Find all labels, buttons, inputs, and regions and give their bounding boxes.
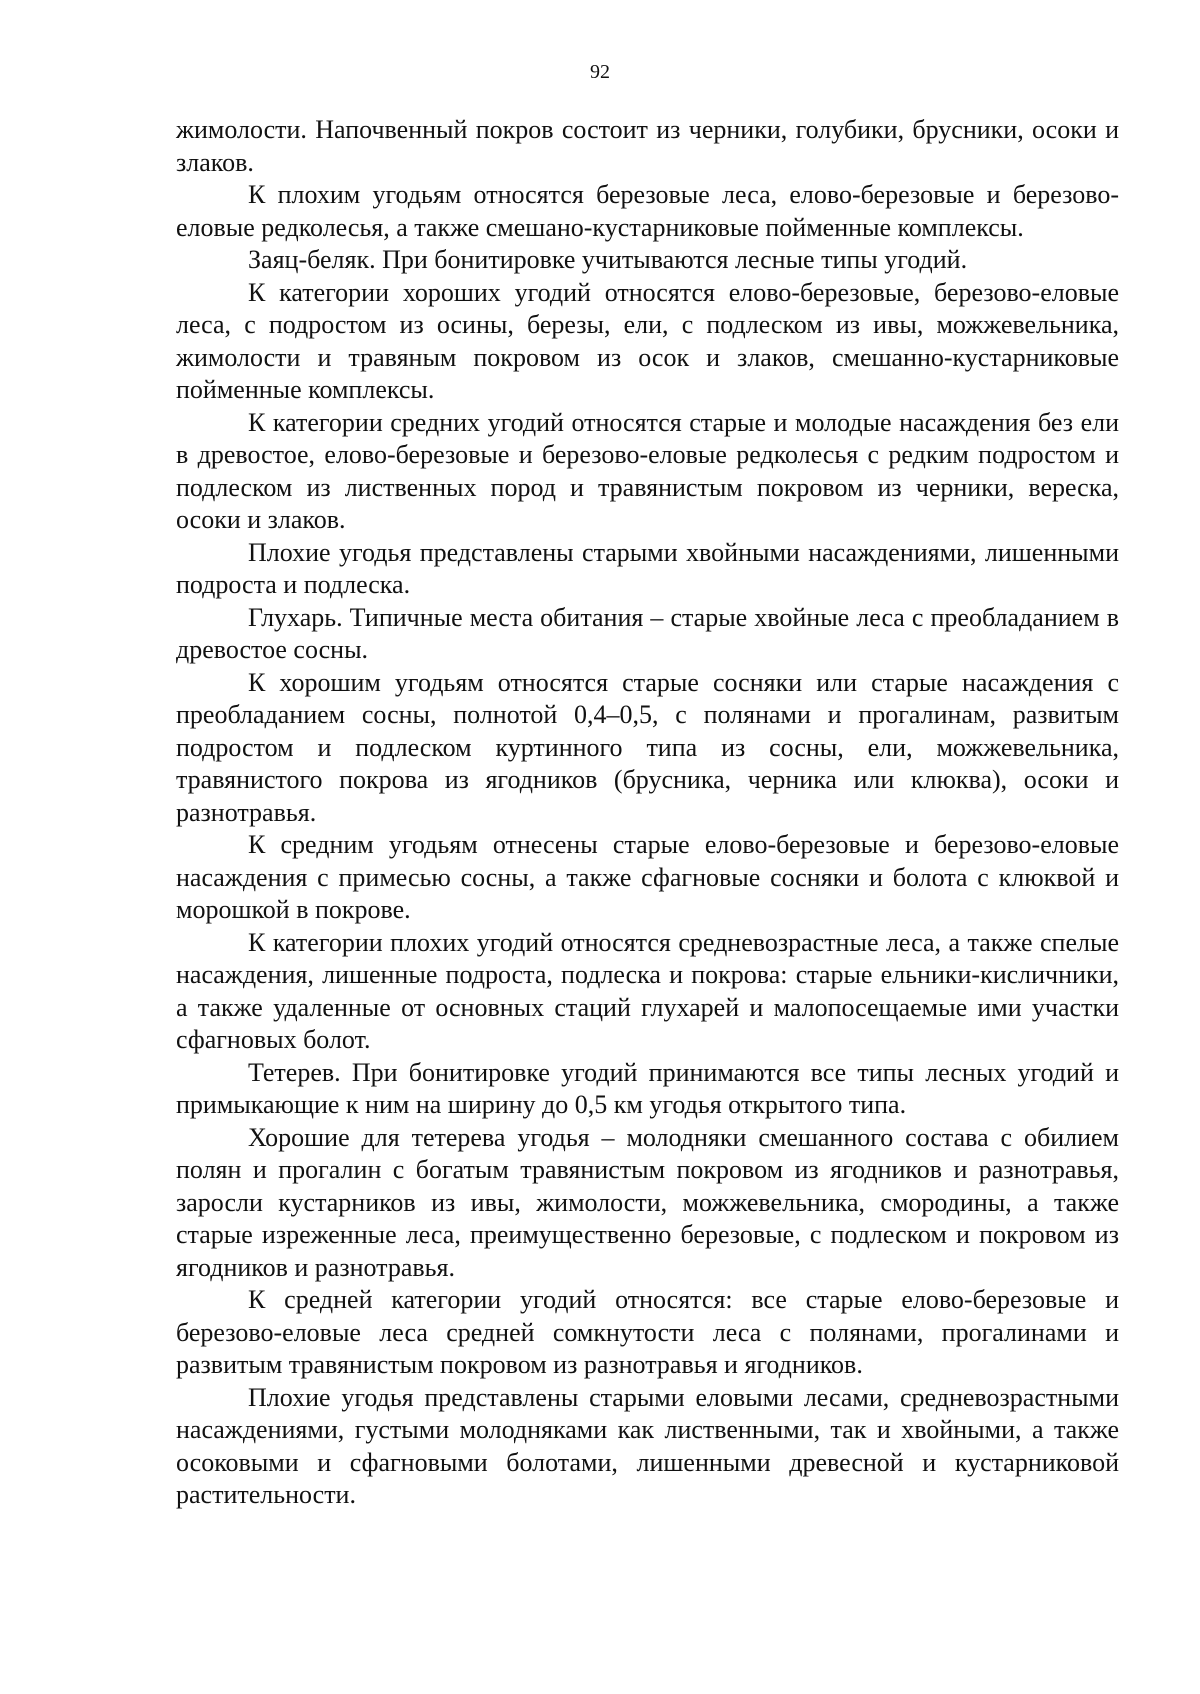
paragraph-black-grouse-good: Хорошие для тетерева угодья – молодняки смешанного состава с обилием полян и прогалин с богатым травянистым покровом из ягодников и разнотравья, заросли кустарников из ивы, жимолости, можжевельника, смородины, а также старые изреженные леса, преимущественно березовые, с подлеском и покровом из ягодников и разнотравья. bbox=[176, 1122, 1119, 1282]
paragraph-hare-intro: Заяц-беляк. При бонитировке учитываются лесные типы угодий. bbox=[248, 245, 968, 274]
paragraph-capercaillie-medium: К средним угодьям отнесены старые елово-березовые и березово-еловые насаждения с примесью сосны, а также сфагновые сосняки и болота с клюквой и морошкой в покрове. bbox=[176, 830, 1119, 924]
paragraph-bad-grounds-general: К плохим угодьям относятся березовые леса, елово-березовые и березово-еловые редколесья, а также смешано-кустарниковые пойменные комплексы. bbox=[176, 180, 1119, 242]
paragraph-continuation: жимолости. Напочвенный покров состоит из черники, голубики, брусники, осоки и злаков. bbox=[176, 115, 1119, 177]
paragraph-black-grouse-intro: Тетерев. При бонитировке угодий принимаются все типы лесных угодий и примыкающие к ним на ширину до 0,5 км угодья открытого типа. bbox=[176, 1057, 1119, 1119]
paragraph-capercaillie-intro: Глухарь. Типичные места обитания – старые хвойные леса с преобладанием в древостое сосны. bbox=[176, 602, 1119, 664]
paragraph-capercaillie-bad: К категории плохих угодий относятся средневозрастные леса, а также спелые насаждения, лишенные подроста, подлеска и покрова: старые ельники-кисличники, а также удаленные от основных стаций глухарей и малопосещаемые ими участки сфагновых болот. bbox=[176, 927, 1119, 1054]
paragraph-capercaillie-good: К хорошим угодьям относятся старые сосняки или старые насаждения с преобладанием сосны, полнотой 0,4–0,5, с полянами и прогалинам, развитым подростом и подлеском куртинного типа из сосны, ели, можжевельника, травянистого покрова из ягодников (брусника, черника или клюква), осоки и разнотравья. bbox=[176, 667, 1119, 827]
paragraph-hare-medium: К категории средних угодий относятся старые и молодые насаждения без ели в древостое, елово-березовые и березово-еловые редколесья с редким подростом и подлеском из лиственных пород и травянистым покровом из черники, вереска, осоки и злаков. bbox=[176, 407, 1119, 534]
page-number: 92 bbox=[590, 61, 610, 83]
paragraph-black-grouse-medium: К средней категории угодий относятся: все старые елово-березовые и березово-еловые леса средней сомкнутости леса с полянами, прогалинами и развитым травянистым покровом из разнотравья и ягодников. bbox=[176, 1285, 1119, 1379]
paragraph-hare-good: К категории хороших угодий относятся елово-березовые, березово-еловые леса, с подростом из осины, березы, ели, с подлеском из ивы, можжевельника, жимолости и травяным покровом из осок и злаков, смешанно-кустарниковые пойменные комплексы. bbox=[176, 277, 1119, 404]
paragraph-hare-bad: Плохие угодья представлены старыми хвойными насаждениями, лишенными подроста и подлеска. bbox=[176, 537, 1119, 599]
paragraph-black-grouse-bad: Плохие угодья представлены старыми еловыми лесами, средневозрастными насаждениями, густыми молодняками как лиственными, так и хвойными, а также осоковыми и сфагновыми болотами, лишенными древесной и кустарниковой растительности. bbox=[176, 1382, 1119, 1509]
body-text bbox=[176, 114, 1119, 1512]
